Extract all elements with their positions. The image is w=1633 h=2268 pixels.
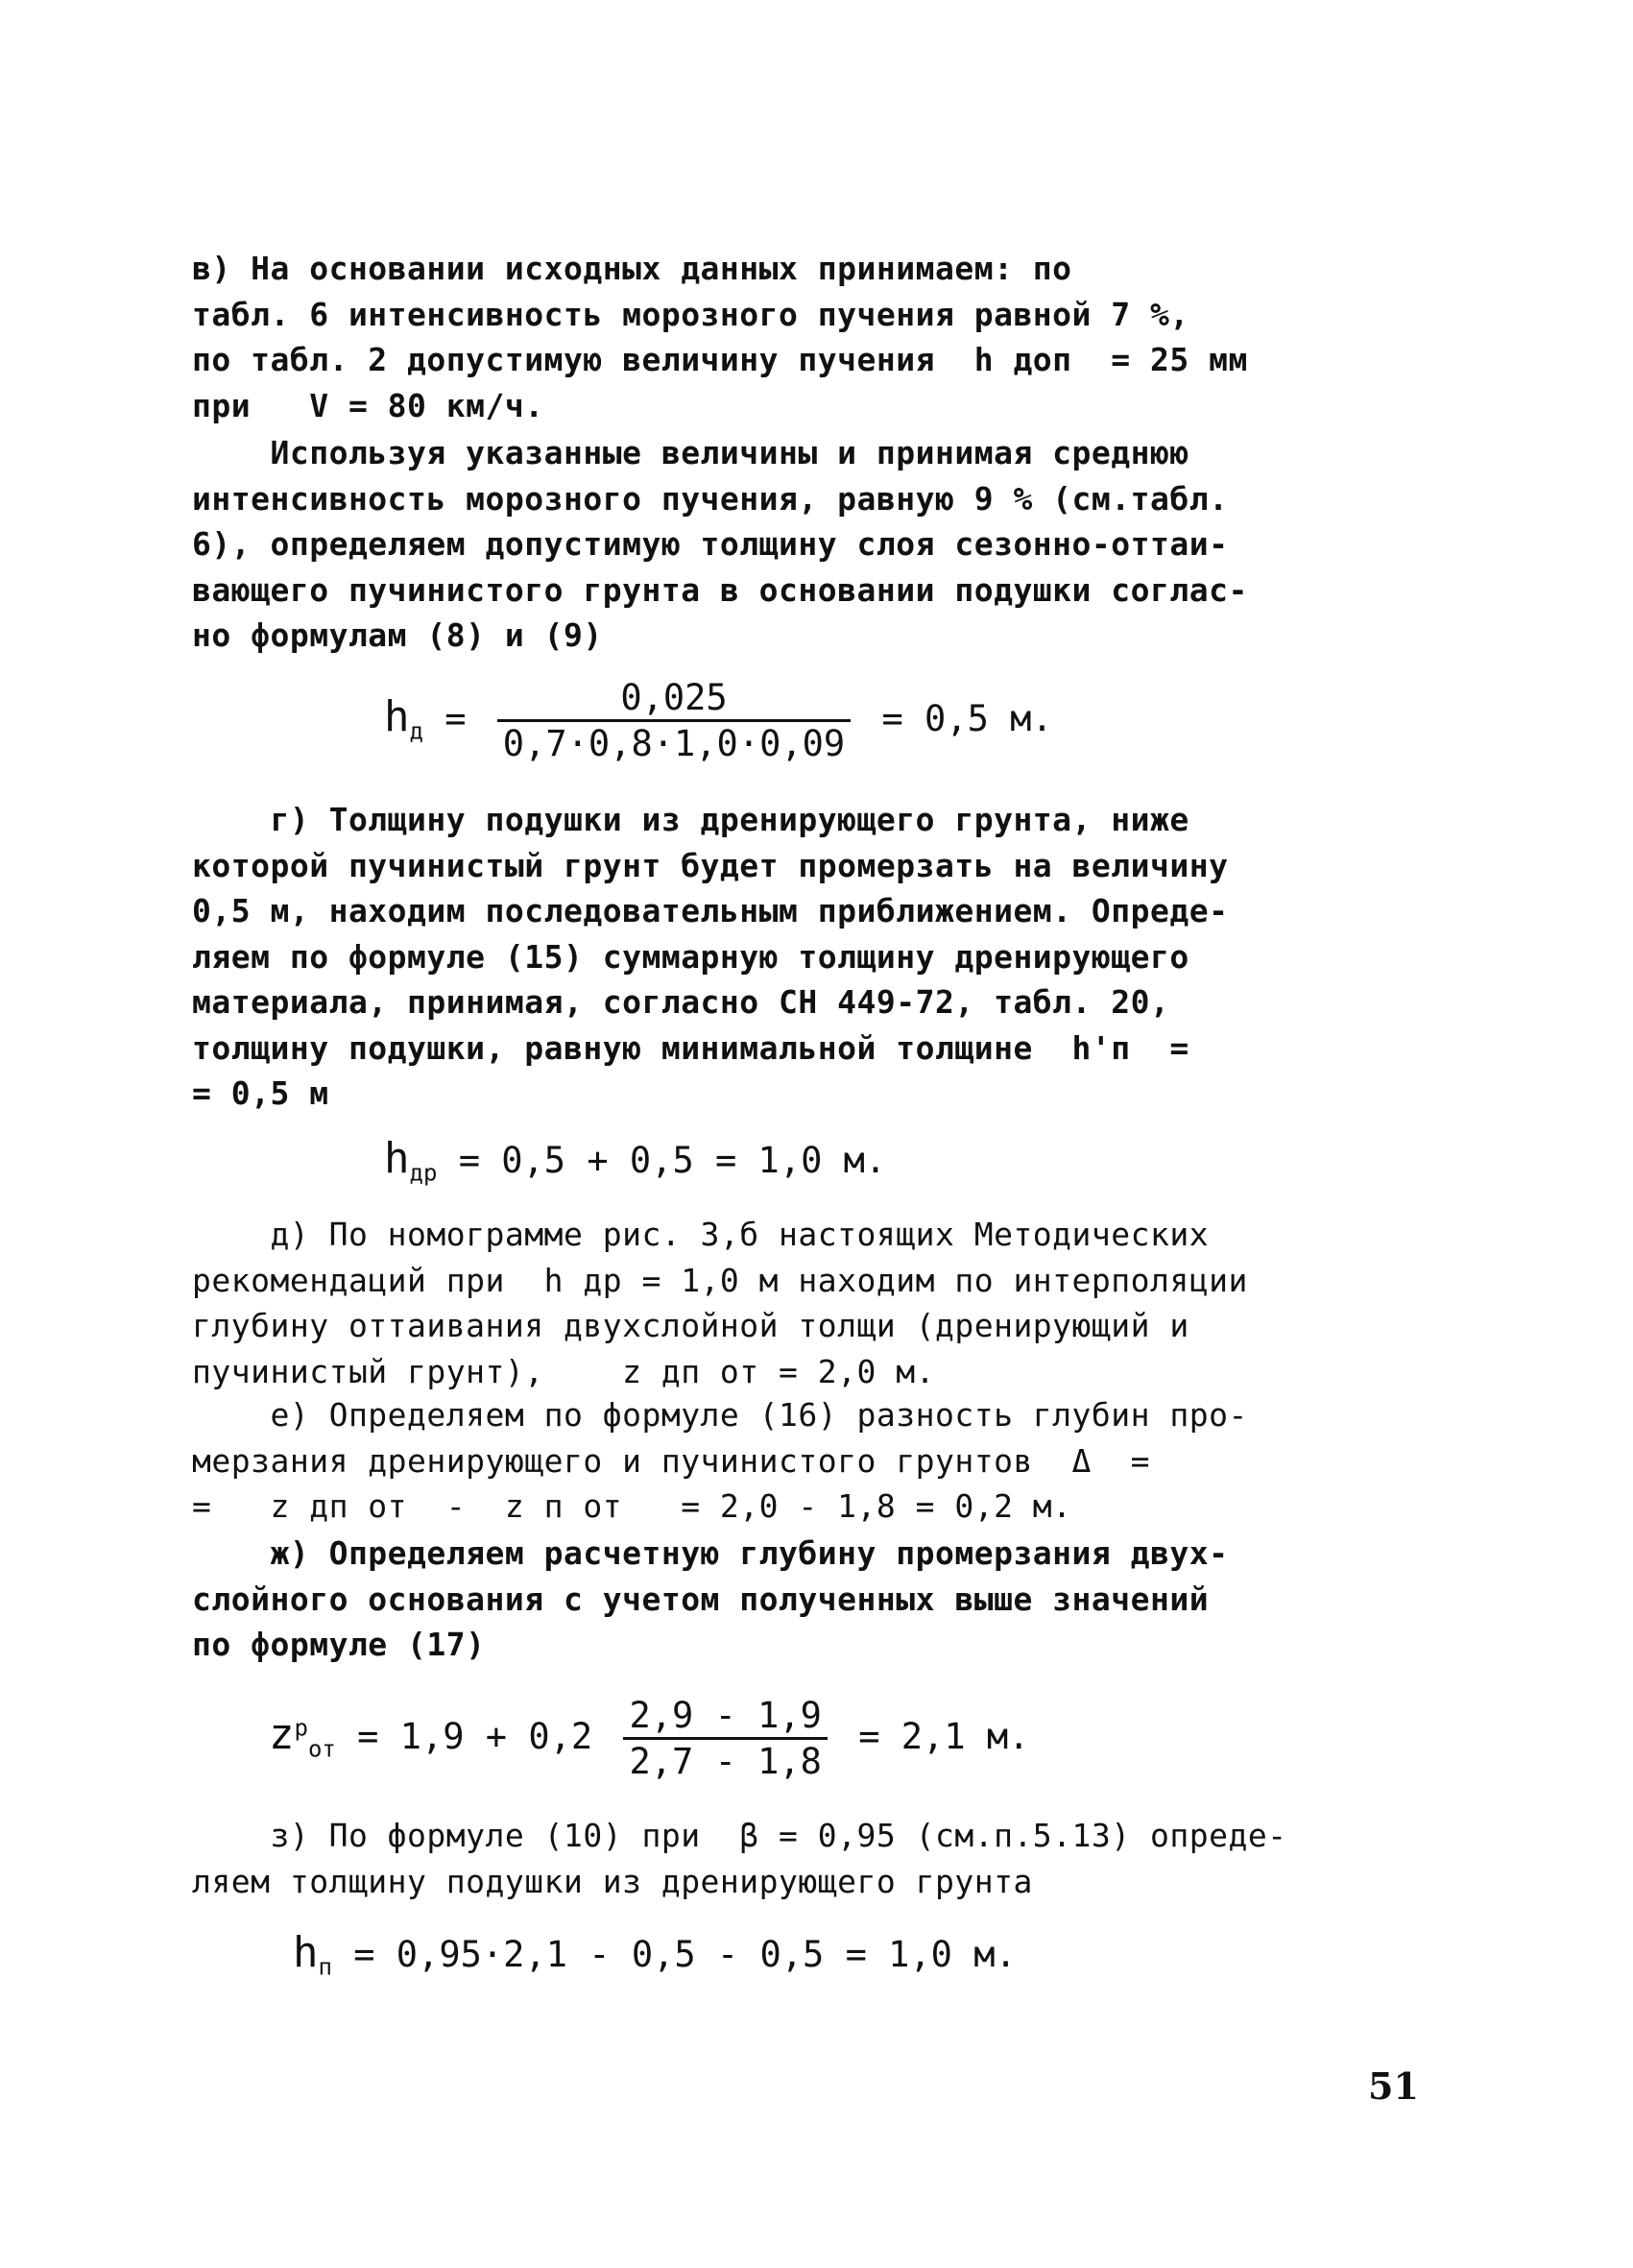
text-line: ж) Определяем расчетную глубину промерзания двух-: [192, 1534, 1229, 1572]
text-line: интенсивность морозного пучения, равную 9 % (см.табл.: [192, 479, 1229, 518]
text-line: которой пучинистый грунт будет промерзать на величину: [192, 846, 1229, 884]
paragraph-e: [192, 1392, 1450, 1530]
text-line: вающего пучинистого грунта в основании подушки соглас-: [192, 570, 1248, 609]
text-line: 0,5 м, находим последовательным приближением. Опреде-: [192, 892, 1229, 929]
paragraph-zh: [192, 1531, 1450, 1668]
text-line: но формулам (8) и (9): [192, 616, 603, 654]
formula-hp: $h_п = 0,95\cdot 2,1 - 0,5 - 0,5 = 1,0$ м.: [293, 1928, 1017, 1981]
text-line: ляем по формуле (15) суммарную толщину дренирующего: [192, 937, 1189, 976]
text-line: ляем толщину подушки из дренирующего грунта: [192, 1862, 1033, 1900]
text-line: рекомендаций при h др = 1,0 м находим по интерполяции: [192, 1261, 1248, 1299]
paragraph-z: [192, 1813, 1450, 1904]
paragraph-v: [192, 246, 1450, 428]
text-line: = z дп от - z п от = 2,0 - 1,8 = 0,2 м.: [192, 1487, 1072, 1525]
text-line: табл. 6 интенсивность морозного пучения равной 7 %,: [192, 295, 1189, 333]
text-line: материала, принимая, согласно СН 449-72, табл. 20,: [192, 983, 1170, 1021]
text-line: = 0,5 м: [192, 1074, 329, 1112]
paragraph-using: [192, 430, 1450, 659]
text-line: слойного основания с учетом полученных выше значений: [192, 1580, 1210, 1618]
fraction: $\frac{2,9 - 1,9}{2,7 - 1,8}$: [623, 1698, 827, 1779]
text-line: Используя указанные величины и принимая среднюю: [192, 434, 1189, 471]
text-line: в) На основании исходных данных принимаем: по: [192, 250, 1072, 287]
paragraph-d: [192, 1212, 1450, 1394]
text-line: глубину оттаивания двухслойной толщи (дренирующий и: [192, 1307, 1189, 1344]
text-line: при V = 80 км/ч.: [192, 386, 544, 424]
formula-hd: $h_д$ = $\frac{0,025}{0,7\cdot 0,8\cdot 1,0\cdot 0,09}$ = 0,5 м.: [384, 677, 1053, 764]
text-line: пучинистый грунт), z дп от = 2,0 м.: [192, 1352, 935, 1390]
text-line: з) По формуле (10) при β = 0,95 (см.п.5.13) опреде-: [192, 1817, 1287, 1854]
text-line: г) Толщину подушки из дренирующего грунта, ниже: [192, 801, 1189, 838]
paragraph-g: [192, 797, 1450, 1117]
text-line: мерзания дренирующего и пучинистого грунтов Δ =: [192, 1441, 1151, 1480]
fraction: $\frac{0,025}{0,7\cdot 0,8\cdot 1,0\cdot 0,09}$: [497, 680, 851, 761]
page-number: 51: [1368, 2064, 1419, 2108]
text-line: толщину подушки, равную минимальной толщине h'п =: [192, 1028, 1189, 1067]
text-line: по формуле (17): [192, 1626, 486, 1663]
text-line: д) По номограмме рис. 3,б настоящих Методических: [192, 1216, 1210, 1253]
text-line: е) Определяем по формуле (16) разность глубин про-: [192, 1396, 1248, 1434]
text-line: 6), определяем допустимую толщину слоя сезонно-оттаи-: [192, 525, 1229, 563]
text-line: по табл. 2 допустимую величину пучения h доп = 25 мм: [192, 341, 1248, 378]
formula-hdr: $h_{др} = 0,5 + 0,5 = 1,0$ м.: [384, 1134, 887, 1187]
formula-zot: $z^р_{от} = 1,9 + 0,2$ $\frac{2,9 - 1,9}{2,7 - 1,8}$ = 2,1 м.: [269, 1695, 1030, 1782]
